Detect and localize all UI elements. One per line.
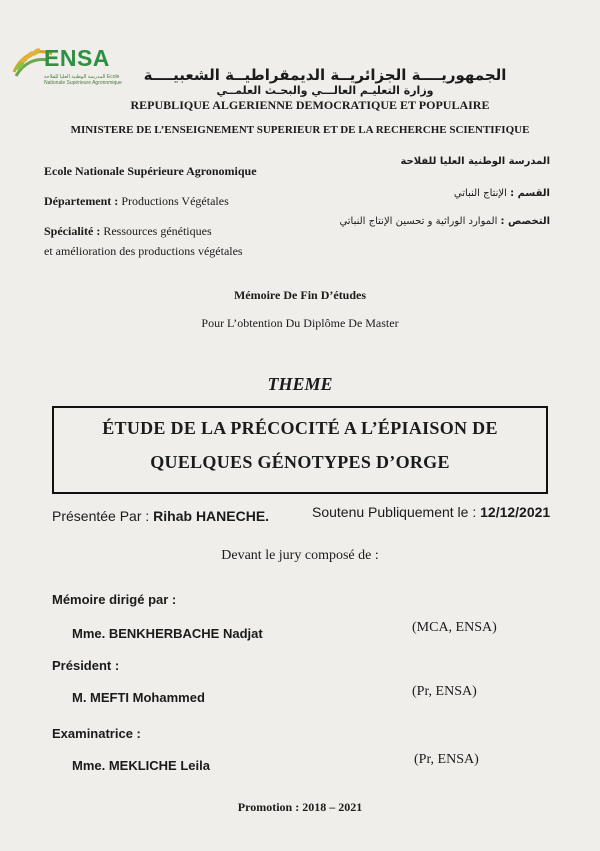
memoire-subtitle: Pour L’obtention Du Diplôme De Master [201, 316, 399, 330]
examiner-name: Mme. MEKLICHE Leila [72, 758, 210, 773]
department-fr [44, 194, 229, 209]
specialty-label-ar: التخصص : [500, 216, 550, 227]
defended-label: Soutenu Publiquement le : [312, 504, 477, 520]
logo-subtitle: المدرسة الوطنية العليا للفلاحة Ecole Nationale Supérieure Agronomique [44, 74, 122, 86]
theme-label: THEME [267, 374, 333, 394]
republic-arabic: الجمهوريــــة الجزائريــة الديمقراطيــة الشعبيــــة [143, 66, 507, 84]
theme-title-line-1: ÉTUDE DE LA PRÉCOCITÉ A L’ÉPIAISON DE [102, 418, 498, 438]
promotion: Promotion : 2018 – 2021 [237, 800, 363, 814]
specialty-ar [300, 216, 550, 227]
logo-text: ENSA [44, 45, 110, 71]
presented-by [52, 508, 269, 524]
president-role: Président : [52, 658, 120, 673]
defended-on [312, 504, 550, 520]
examiner-title: (Pr, ENSA) [414, 752, 479, 767]
director-name: Mme. BENKHERBACHE Nadjat [72, 626, 263, 641]
specialty-value-1: Ressources génétiques [103, 224, 212, 238]
examiner-role: Examinatrice : [52, 726, 141, 741]
theme-box [52, 406, 548, 494]
department-ar [370, 188, 550, 199]
defense-date: 12/12/2021 [480, 504, 551, 520]
director-title: (MCA, ENSA) [412, 620, 497, 635]
specialty-value-2: et amélioration des productions végétales [44, 244, 243, 258]
ministry-french: MINISTERE DE L’ENSEIGNEMENT SUPERIEUR ET DE LA RECHERCHE SCIENTIFIQUE [70, 124, 530, 136]
author-name: Rihab HANECHE. [153, 508, 270, 524]
school-name-fr: Ecole Nationale Supérieure Agronomique [44, 164, 257, 178]
department-label-ar: القسم : [510, 188, 550, 199]
specialty-value-ar: الموارد الوراثية و تحسين الإنتاج النباتي [339, 216, 498, 227]
director-role: Mémoire dirigé par : [52, 592, 177, 607]
ministry-arabic: وزارة التعليـم العالـــي والبحـث العلمــي [216, 84, 434, 97]
school-name-ar: المدرسة الوطنية العليا للفلاحة [400, 156, 550, 167]
specialty-fr [44, 224, 212, 239]
memoire-title: Mémoire De Fin D’études [233, 288, 367, 302]
theme-title-line-2: QUELQUES GÉNOTYPES D’ORGE [150, 452, 450, 472]
specialty-label: Spécialité : [44, 224, 101, 238]
presented-label: Présentée Par : [52, 508, 150, 524]
president-title: (Pr, ENSA) [412, 684, 477, 699]
department-value-ar: الإنتاج النباتي [453, 188, 507, 199]
president-name: M. MEFTI Mohammed [72, 690, 205, 705]
jury-intro: Devant le jury composé de : [221, 548, 379, 563]
department-label: Département : [44, 194, 119, 208]
department-value: Productions Végétales [121, 194, 229, 208]
republic-french: REPUBLIQUE ALGERIENNE DEMOCRATIQUE ET POPULAIRE [130, 98, 490, 112]
